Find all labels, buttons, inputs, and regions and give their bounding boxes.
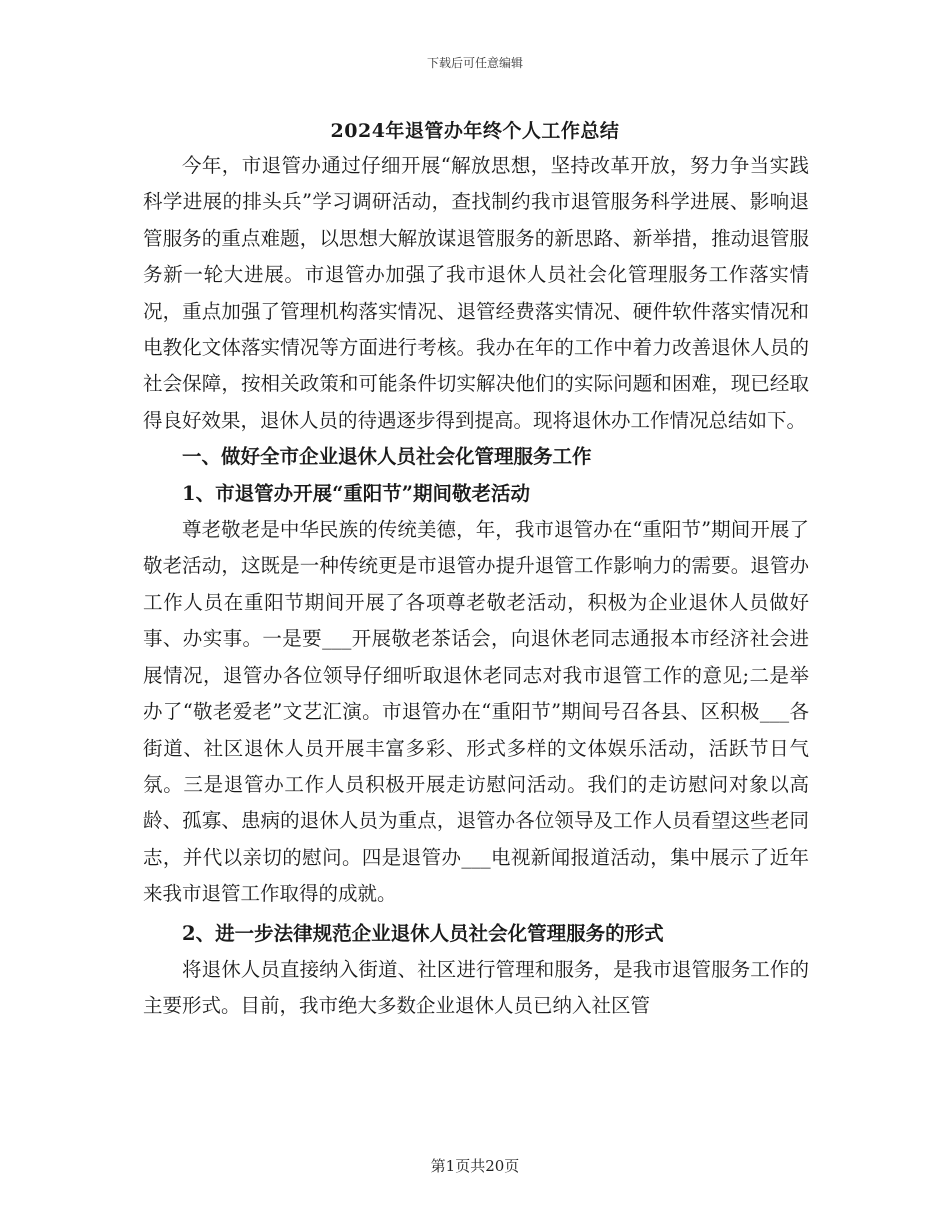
subsection-heading-1: 1、市退管办开展“重阳节”期间敬老活动 [182,481,531,505]
section-heading-1: 一、做好全市企业退休人员社会化管理服务工作 [182,445,592,469]
page-number-footer: 第1页共20页 [430,1157,520,1175]
document-title: 2024年退管办年终个人工作总结 [330,120,620,142]
body-paragraph-2: 将退休人员直接纳入街道、社区进行管理和服务，是我市退管服务工作的主要形式。目前，我市绝大多数企业退休人员已纳入社区管 [143,957,809,1018]
body-paragraph-1: 尊老敬老是中华民族的传统美德，年，我市退管办在“重阳节”期间开展了敬老活动，这既是一种传统更是市退管办提升退管工作影响力的需要。退管办工作人员在重阳节期间开展了各项尊老敬老活动，积极为企业退休人员做好事、办实事。一是要___开展敬老茶话会，向退休老同志通报本市经济社会进展情况，退管办各位领导仔细听取退休老同志对我市退管工作的意见;二是举办了“敬老爱老”文艺汇演。市退管办在“重阳节”期间号召各县、区积极___各街道、社区退休人员开展丰富多彩、形式多样的文体娱乐活动，活跃节日气氛。三是退管办工作人员积极开展走访慰问活动。我们的走访慰问对象以高龄、孤寡、患病的退休人员为重点，退管办各位领导及工作人员看望这些老同志，并代以亲切的慰问。四是退管办___电视新闻报道活动，集中展示了近年来我市退管工作取得的成就。 [143,518,809,906]
intro-paragraph: 今年，市退管办通过仔细开展“解放思想，坚持改革开放，努力争当实践科学进展的排头兵”学习调研活动，查找制约我市退管服务科学进展、影响退管服务的重点难题，以思想大解放谋退管服务的新思路、新举措，推动退管服务新一轮大进展。市退管办加强了我市退休人员社会化管理服务工作落实情况，重点加强了管理机构落实情况、退管经费落实情况、硬件软件落实情况和电教化文体落实情况等方面进行考核。我办在年的工作中着力改善退休人员的社会保障，按相关政策和可能条件切实解决他们的实际问题和困难，现已经取得良好效果，退休人员的待遇逐步得到提高。现将退休办工作情况总结如下。 [143,154,809,432]
page-header-note: 下载后可任意编辑 [426,56,523,70]
document-body [143,148,809,1025]
subsection-heading-2: 2、进一步法律规范企业退休人员社会化管理服务的形式 [182,921,664,945]
